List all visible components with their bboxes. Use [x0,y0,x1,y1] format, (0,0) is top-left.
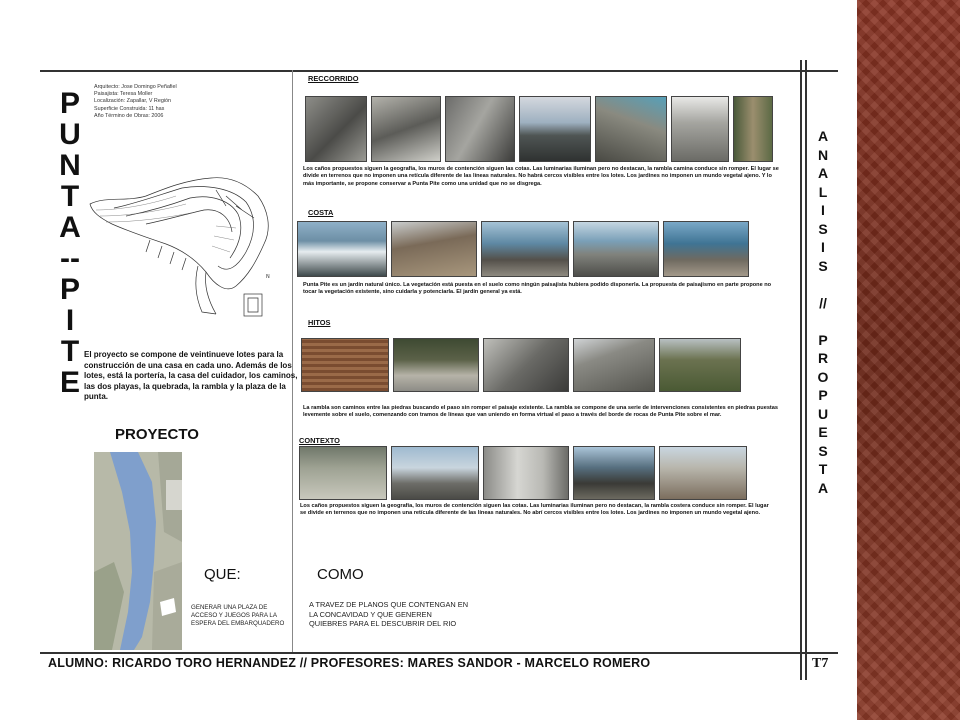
right-letter: S [818,220,828,237]
photo-strip-hitos [301,338,741,392]
section-label-costa: COSTA [308,208,334,217]
photo-strip-contexto [299,446,747,500]
right-letter: L [818,183,828,200]
top-rule [40,70,838,72]
photo [301,338,389,392]
metadata-line: Superficie Construida: 11 has [94,105,165,112]
right-letter: I [821,202,825,218]
right-letter [812,275,834,294]
right-divider-a [800,60,802,680]
title-letter: T [60,335,80,368]
title-letter: N [59,149,81,182]
sheet-code: T7 [812,656,829,671]
project-metadata [94,84,244,120]
photo [483,338,569,392]
photo [391,221,477,277]
photo [297,221,387,277]
right-letter: P [818,331,828,348]
photo [663,221,749,277]
photo-strip-costa [297,221,749,277]
title-letter: T [60,180,80,213]
que-label: QUE: [204,566,241,583]
title-letter: E [59,366,80,399]
right-letter: E [818,424,828,440]
right-letter: O [817,368,829,385]
photo [483,446,569,500]
metadata-line: Localización: Zapallar, V Región [94,98,172,105]
metadata-line: Arquitecto: Jose Domingo Peñafiel [94,84,177,90]
right-letter: A [817,128,829,144]
footer-rule [40,652,838,654]
metadata-line: Paisajista: Teresa Moller [94,91,153,98]
title-letter: P [59,273,80,306]
title-letter: A [59,211,81,244]
como-text: A TRAVEZ DE PLANOS QUE CONTENGAN EN LA CONCAVIDAD Y QUE GENEREN QUIEBRES PARA EL DESCUBRIR DEL RIO [309,600,469,629]
right-letter [812,312,834,331]
project-description: El proyecto se compone de veintinueve lotes para la construcción de una casa en cada uno. Además de los lotes, está la portería, la casa del cuidador, los caminos, las dos playas, la quebrada, la rambla y la plaza de la punta. [84,350,298,402]
photo [573,221,659,277]
title-letter: P [59,87,80,120]
title-letter: I [65,304,75,337]
right-letter: R [817,350,829,366]
right-letter: T [818,461,828,477]
brick-side-panel [857,0,960,720]
como-label: COMO [317,566,364,583]
photo [573,338,655,392]
photo [733,96,773,162]
section-text-reccorrido: Los caños propuestos siguen la geografía, los muros de contención siguen las cotas. Las luminarias iluminan pero no destacan, la rambla camina conduce sin romper. El lugar se divide en terrenos que no imponen una retícula diferente de las líneas naturales. No habrá cercos visibles entre los lotes. Los jardines no imponen un mundo vegetal ajeno. Y lo más importante, se propone conservar a Punta Pite como una unidad que no se disgrega. [303,166,779,187]
section-text-hitos: La rambla son caminos entre las piedras buscando el paso sin romper el paisaje existente. La rambla se compone de una serie de intervenciones consistentes en piedras puestas levemente sobre el suelo, comenzando con tramos de líneas que van uniendo en forma virtual el paso a través del borde de rocas de Punta Pite sobre el mar. [303,405,779,419]
vertical-analisis-propuesta [812,127,834,497]
right-letter: S [818,442,828,459]
section-text-costa: Punta Pite es un jardín natural único. La vegetación está puesta en el suelo como ningún paisajista hubiera podido disponerla. La propuesta de paisajismo en parte propone no tocar la vegetación existente, sino cuidarla y potenciarla. El jardín general ya está. [303,282,772,296]
photo [659,338,741,392]
right-letter: U [817,405,829,422]
right-letter: // [819,294,827,311]
photo [595,96,667,162]
section-label-reccorrido: RECCORRIDO [308,74,359,83]
right-letter: A [817,479,829,496]
photo [393,338,479,392]
svg-text:N: N [266,274,270,280]
photo [573,446,655,500]
photo [391,446,479,500]
right-letter: N [817,146,829,163]
metadata-line: Año Término de Obras: 2006 [94,112,164,119]
aerial-site-photo [94,452,182,650]
proyecto-heading: PROYECTO [115,426,199,443]
photo [481,221,569,277]
photo [371,96,441,162]
photo [519,96,591,162]
section-label-contexto: CONTEXTO [299,436,340,445]
right-letter: P [818,387,828,403]
right-letter: S [818,257,828,274]
right-divider-b [805,60,807,680]
title-letter: -- [60,242,80,275]
section-label-hitos: HITOS [308,318,331,327]
photo [671,96,729,162]
title-letter: U [59,118,81,151]
right-letter: A [817,165,829,181]
photo [659,446,747,500]
photo-strip-reccorrido [305,96,773,162]
vertical-title [55,88,85,398]
footer-credits: ALUMNO: RICARDO TORO HERNANDEZ // PROFESORES: MARES SANDOR - MARCELO ROMERO [48,656,651,670]
photo [305,96,367,162]
photo [445,96,515,162]
site-plan-drawing [86,166,276,328]
section-text-contexto: Los caños propuestos siguen la geografía, los muros de contención siguen las cotas. Las luminarias iluminan pero no destacan, la rambla costera conduce sin romper. El lugar se divide en terrenos que no imponen una retícula diferente de las líneas naturales. No abrí cercos visibles entre los lotes. Los jardines no imponen un mundo vegetal ajeno. [300,503,769,517]
right-letter: I [821,239,825,255]
que-text: GENERAR UNA PLAZA DE ACCESO Y JUEGOS PARA LA ESPERA DEL EMBARQUADERO [191,604,285,628]
photo [299,446,387,500]
